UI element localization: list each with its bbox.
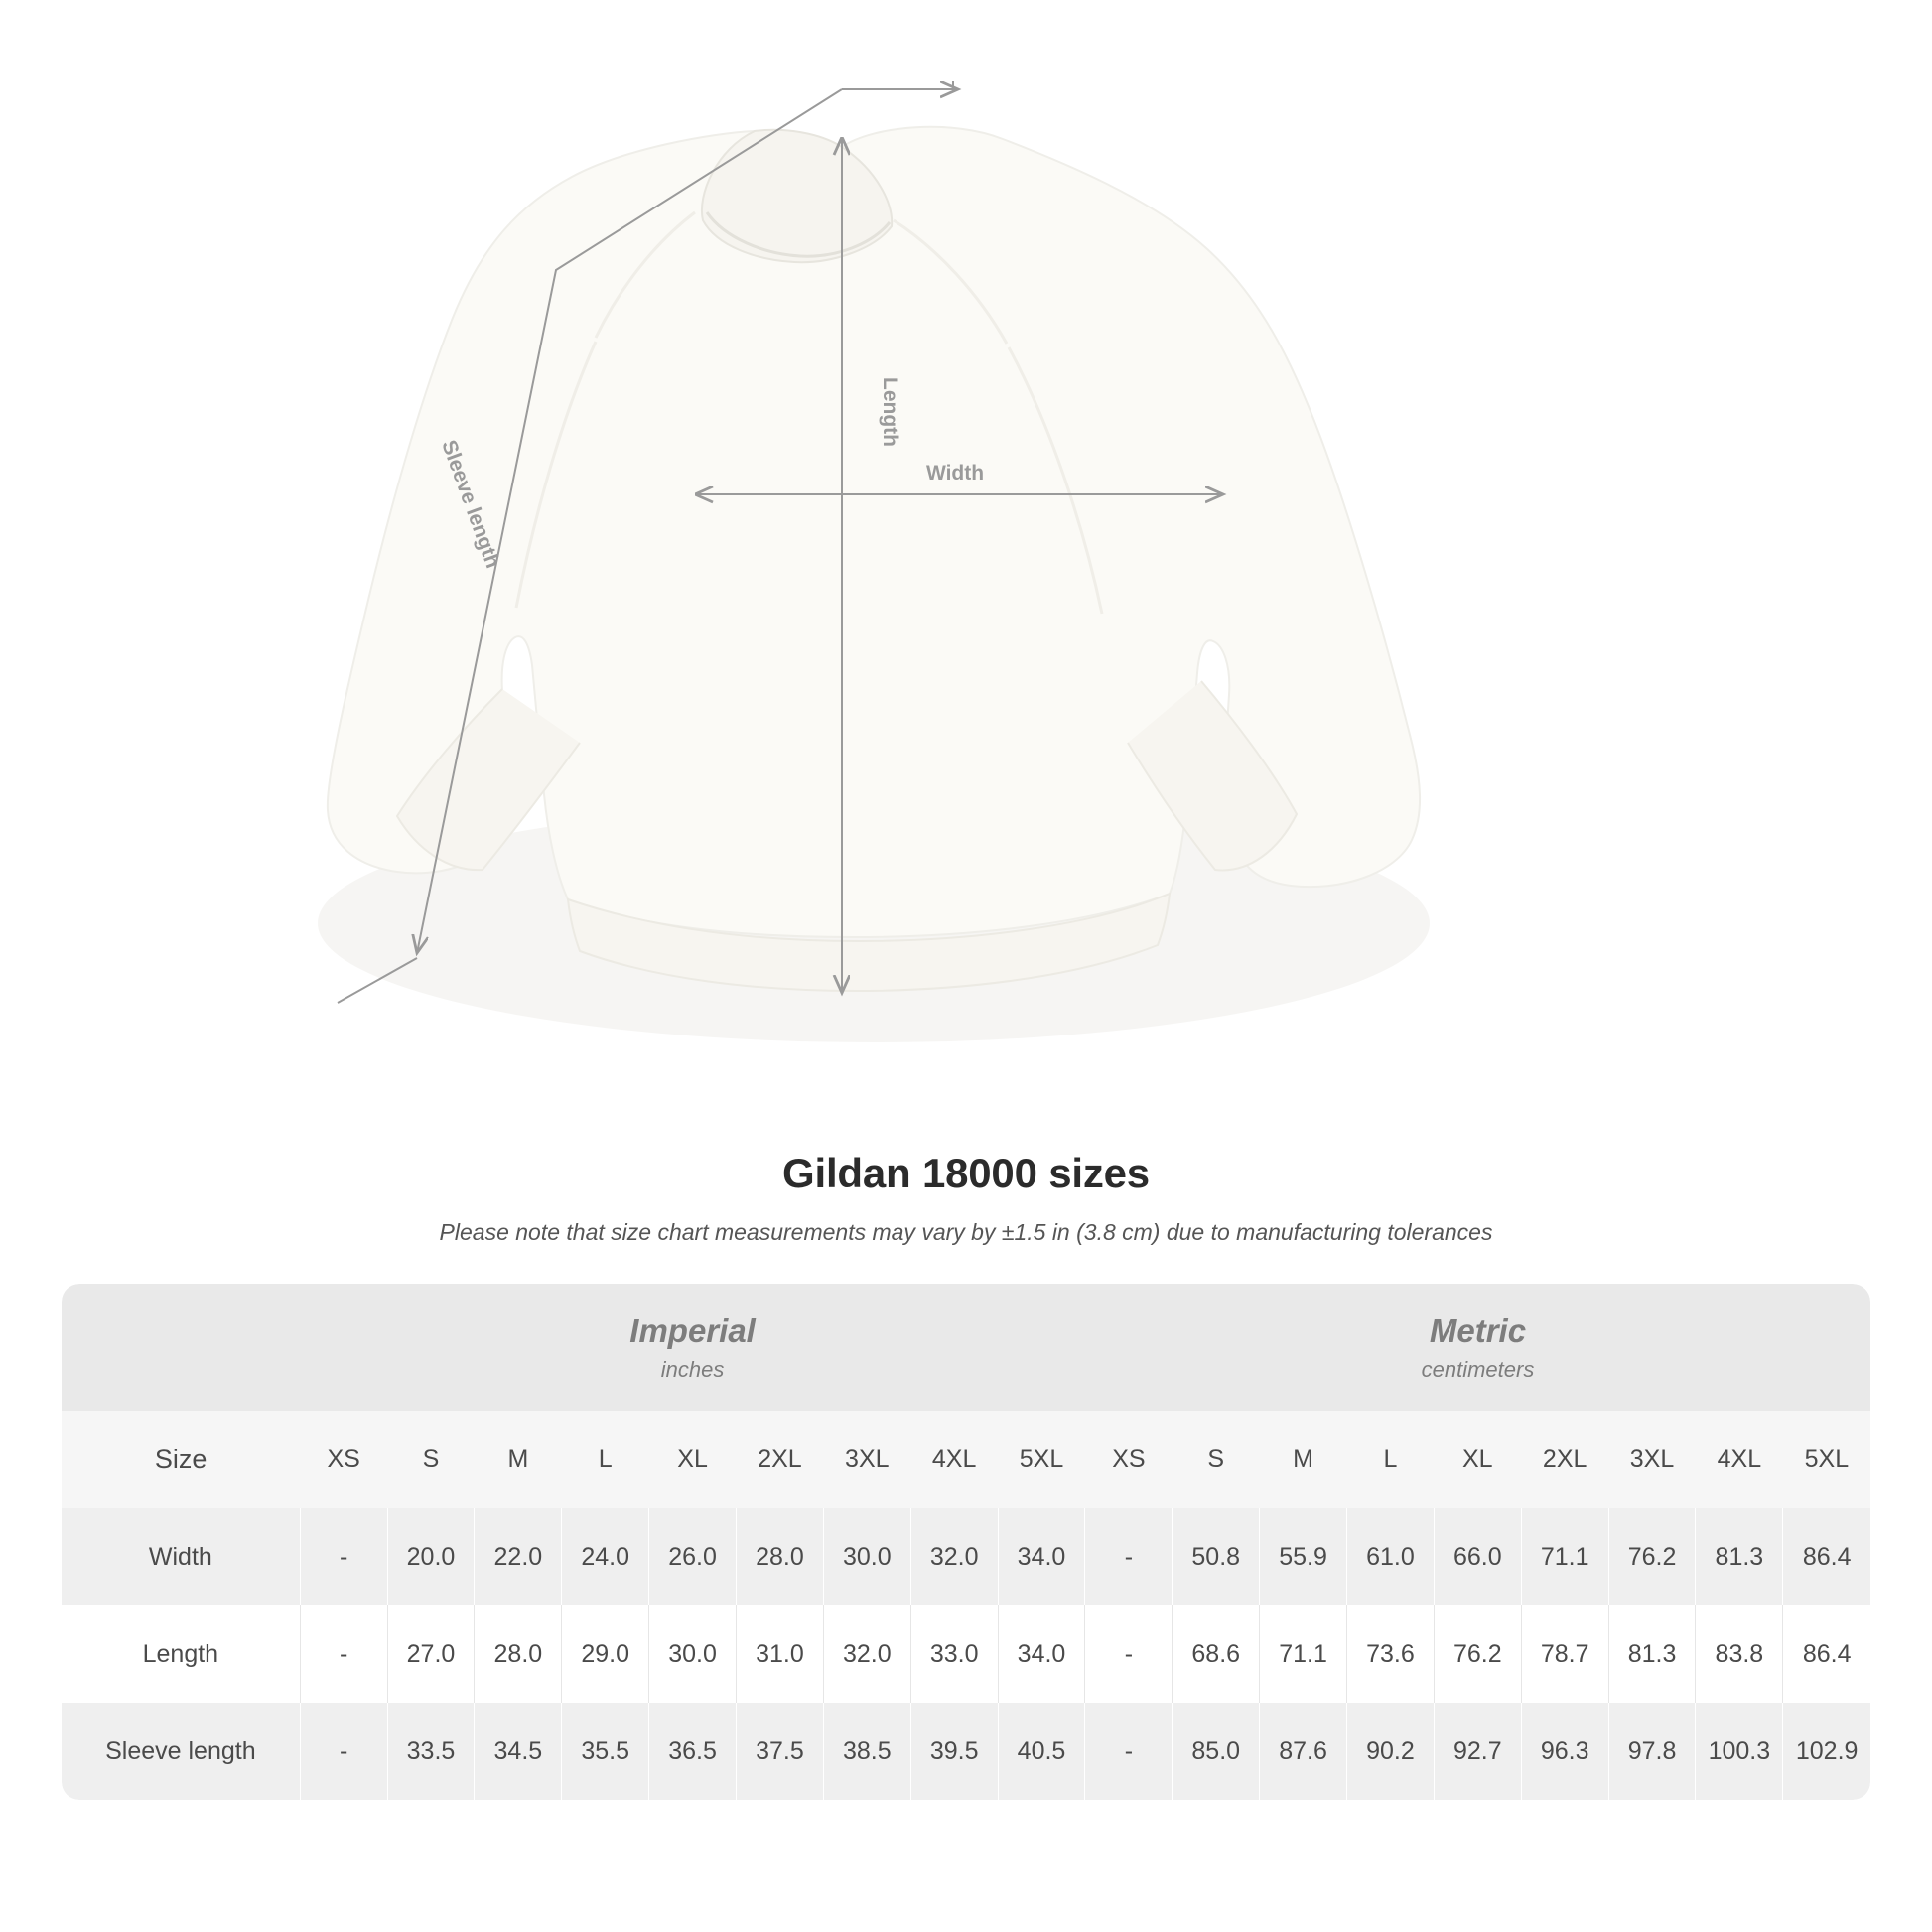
unit-spacer [62,1284,300,1411]
cell-width-metric-s: 50.8 [1173,1508,1260,1605]
cell-width-imperial-3xl: 30.0 [823,1508,910,1605]
table-row [62,1508,1870,1605]
cell-sleeve-imperial-5xl: 40.5 [998,1703,1085,1800]
table-row [62,1703,1870,1800]
cell-sleeve-imperial-s: 33.5 [387,1703,475,1800]
cell-sleeve-imperial-2xl: 37.5 [737,1703,824,1800]
cell-sleeve-metric-5xl: 102.9 [1783,1703,1870,1800]
unit-imperial-sub: inches [660,1356,725,1382]
cell-width-metric-5xl: 86.4 [1783,1508,1870,1605]
cell-width-metric-3xl: 76.2 [1608,1508,1696,1605]
cell-sleeve-imperial-l: 35.5 [562,1703,649,1800]
cell-width-imperial-2xl: 28.0 [737,1508,824,1605]
cell-sleeve-imperial-3xl: 38.5 [823,1703,910,1800]
header-size: Size [62,1411,300,1508]
cell-length-metric-xs: - [1085,1605,1173,1703]
cell-sleeve-imperial-m: 34.5 [475,1703,562,1800]
cell-length-imperial-2xl: 31.0 [737,1605,824,1703]
cell-width-metric-2xl: 71.1 [1521,1508,1608,1605]
cell-width-metric-xs: - [1085,1508,1173,1605]
title-block [0,1150,1932,1246]
cell-sleeve-imperial-xl: 36.5 [649,1703,737,1800]
unit-imperial-name: Imperial [629,1312,756,1350]
cell-width-imperial-4xl: 32.0 [910,1508,998,1605]
header-imperial-4xl: 4XL [910,1411,998,1508]
cell-length-metric-xl: 76.2 [1434,1605,1521,1703]
column-header-row [62,1411,1870,1508]
unit-metric-name: Metric [1429,1312,1527,1350]
header-imperial-l: L [562,1411,649,1508]
cell-width-imperial-s: 20.0 [387,1508,475,1605]
cell-sleeve-metric-xl: 92.7 [1434,1703,1521,1800]
cell-sleeve-imperial-4xl: 39.5 [910,1703,998,1800]
header-metric-l: L [1347,1411,1435,1508]
header-imperial-2xl: 2XL [737,1411,824,1508]
size-table [62,1284,1870,1800]
cell-sleeve-metric-l: 90.2 [1347,1703,1435,1800]
cell-length-metric-3xl: 81.3 [1608,1605,1696,1703]
unit-header-row [62,1284,1870,1411]
tolerance-note: Please note that size chart measurements may vary by ±1.5 in (3.8 cm) due to manufacturing tolerances [439,1219,1493,1245]
sleeve-length-label: Sleeve length [437,437,505,572]
cell-width-imperial-5xl: 34.0 [998,1508,1085,1605]
cell-width-metric-xl: 66.0 [1434,1508,1521,1605]
header-imperial-m: M [475,1411,562,1508]
header-imperial-s: S [387,1411,475,1508]
cell-sleeve-metric-s: 85.0 [1173,1703,1260,1800]
cell-sleeve-metric-3xl: 97.8 [1608,1703,1696,1800]
cell-sleeve-metric-2xl: 96.3 [1521,1703,1608,1800]
cell-width-imperial-l: 24.0 [562,1508,649,1605]
unit-metric-sub: centimeters [1421,1356,1535,1382]
cell-length-imperial-xs: - [300,1605,387,1703]
page-title: Gildan 18000 sizes [782,1150,1150,1196]
cell-length-metric-5xl: 86.4 [1783,1605,1870,1703]
cell-width-imperial-xl: 26.0 [649,1508,737,1605]
header-metric-3xl: 3XL [1608,1411,1696,1508]
cell-width-imperial-xs: - [300,1508,387,1605]
cell-length-metric-2xl: 78.7 [1521,1605,1608,1703]
cell-width-imperial-m: 22.0 [475,1508,562,1605]
unit-metric [1085,1284,1870,1411]
cell-length-imperial-3xl: 32.0 [823,1605,910,1703]
size-table-container [62,1284,1870,1800]
header-metric-m: M [1260,1411,1347,1508]
header-metric-xl: XL [1434,1411,1521,1508]
cell-length-imperial-l: 29.0 [562,1605,649,1703]
cell-sleeve-metric-m: 87.6 [1260,1703,1347,1800]
cell-length-imperial-4xl: 33.0 [910,1605,998,1703]
cell-sleeve-imperial-xs: - [300,1703,387,1800]
cell-length-metric-l: 73.6 [1347,1605,1435,1703]
row-label-sleeve-length: Sleeve length [62,1703,300,1800]
cell-length-imperial-m: 28.0 [475,1605,562,1703]
cell-length-imperial-5xl: 34.0 [998,1605,1085,1703]
header-metric-s: S [1173,1411,1260,1508]
header-metric-2xl: 2XL [1521,1411,1608,1508]
cell-length-metric-s: 68.6 [1173,1605,1260,1703]
cell-length-imperial-xl: 30.0 [649,1605,737,1703]
row-label-length: Length [62,1605,300,1703]
header-imperial-5xl: 5XL [998,1411,1085,1508]
row-label-width: Width [62,1508,300,1605]
header-metric-4xl: 4XL [1696,1411,1783,1508]
header-metric-5xl: 5XL [1783,1411,1870,1508]
header-metric-xs: XS [1085,1411,1173,1508]
header-imperial-3xl: 3XL [823,1411,910,1508]
unit-imperial [300,1284,1085,1411]
header-imperial-xl: XL [649,1411,737,1508]
cell-width-metric-l: 61.0 [1347,1508,1435,1605]
cell-length-imperial-s: 27.0 [387,1605,475,1703]
table-row [62,1605,1870,1703]
header-imperial-xs: XS [300,1411,387,1508]
width-label: Width [925,462,985,484]
cell-length-metric-4xl: 83.8 [1696,1605,1783,1703]
cell-sleeve-metric-xs: - [1085,1703,1173,1800]
length-label: Length [879,377,901,447]
cell-width-metric-m: 55.9 [1260,1508,1347,1605]
cell-length-metric-m: 71.1 [1260,1605,1347,1703]
cell-sleeve-metric-4xl: 100.3 [1696,1703,1783,1800]
cell-width-metric-4xl: 81.3 [1696,1508,1783,1605]
